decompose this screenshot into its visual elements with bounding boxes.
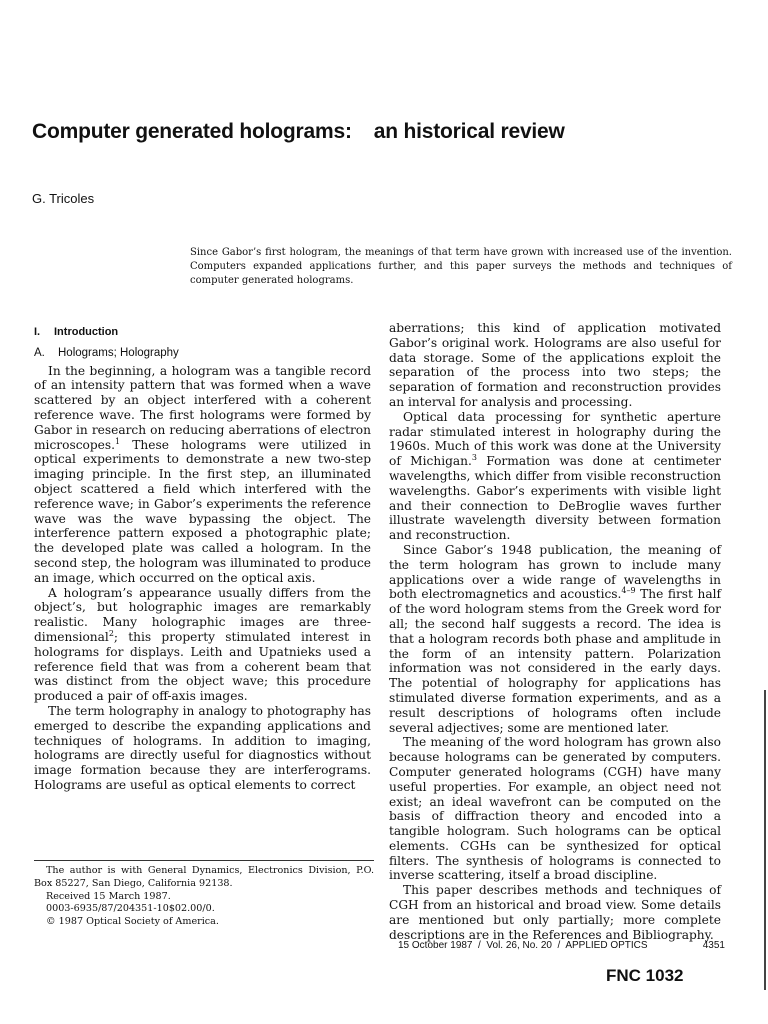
paragraph: Optical data processing for synthetic aperture radar stimulated interest in holography during the 1960s. Much of this work was done at the University of Michigan.$^3$ Formation was done at centimeter wavelengths, which differ from visible reconstruction wavelengths. Gabor’s experiments with visible light and their connection to DeBroglie waves further illustrate wavelength diversity between formation and reconstruction. (389, 409, 721, 543)
abstract: Since Gabor’s first hologram, the meanings of that term have grown with increased use of the invention. Computers expanded applications further, and this paper surveys the methods and techniques of computer generated holograms. (190, 247, 732, 286)
paragraph: The meaning of the word hologram has grown also because holograms can be generated by computers. Computer generated holograms (CGH) have many useful properties. For example, an object need not exist; an ideal wavefront can be computed on the basis of diffraction theory and encoded into a tangible hologram. Such holograms can be optical elements. CGHs can be synthesized for optical filters. The synthesis of holograms is connected to inverse scattering, itself a broad discipline. (389, 735, 721, 883)
subsection-heading (34, 346, 371, 361)
subsection-number: A. (34, 346, 45, 359)
column-right (389, 321, 721, 942)
running-footer (398, 940, 725, 951)
paragraph: Since Gabor’s 1948 publication, the meaning of the term hologram has grown to include many applications over a wide range of wavelengths in both electromagnetics and acoustics.$^{4-9}$ The first half of the word hologram stems from the Greek word for all; the second half suggests a record. The idea is that a hologram records both phase and amplitude in the form of an intensity pattern. Polarization information was not considered in the early days. The potential of holography for applications has stimulated diverse formation experiments, and as a result descriptions of holograms often include several adjectives; some are mentioned later. (389, 542, 721, 735)
paragraph: In the beginning, a hologram was a tangible record of an intensity pattern that was formed when a wave scattered by an object interfered with a coherent reference wave. The first holograms were formed by Gabor in research on reducing aberrations of electron microscopes.$^1$ These holograms were utilized in optical experiments to demonstrate a new two-step imaging principle. In the first step, an illuminated object scattered a field which interfered with the reference wave; in Gabor’s experiments the reference wave was the wave bypassing the object. The interference pattern exposed a photographic plate; the developed plate was called a hologram. In the second step, the hologram was illuminated to produce an image, which occurred on the optical axis. (34, 363, 371, 585)
document-stamp: FNC 1032 (606, 966, 684, 985)
paper-title (32, 120, 565, 144)
paragraph: aberrations; this kind of application motivated Gabor’s original work. Holograms are also useful for data storage. Some of the applications exploit the separation of the process into two steps; the separation of formation and reconstruction provides an interval for analysis and processing. (389, 321, 721, 409)
paragraph: This paper describes methods and techniques of CGH from an historical and broad view. Some details are mentioned but only partially; more complete descriptions are in the References and Bibliography. (389, 883, 721, 942)
page-number: 4351 (702, 940, 725, 951)
scan-edge-mark (764, 690, 766, 990)
title-subtitle: an historical review (373, 120, 565, 143)
author-name: G. Tricoles (32, 191, 95, 206)
citation-ref: 3 (471, 453, 477, 463)
footnote-code: 0003-6935/87/204351-10$02.00/0. (46, 903, 215, 915)
section-title: Introduction (54, 326, 119, 338)
footnote-affiliation: The author is with General Dynamics, Electronics Division, P.O. Box 85227, San Diego, California 92138. (34, 865, 374, 889)
paragraph: The term holography in analogy to photography has emerged to describe the expanding applications and techniques of holograms. In addition to imaging, holograms are directly useful for diagnostics without image formation because they are interferograms. Holograms are useful as optical elements to correct (34, 703, 371, 792)
column-left (34, 325, 371, 793)
section-number: I. (34, 326, 41, 338)
footnote-received: Received 15 March 1987. (46, 890, 171, 902)
subsection-title: Holograms; Holography (58, 346, 179, 359)
citation-ref: 4–9 (621, 586, 636, 596)
citation-ref: 1 (115, 436, 121, 446)
paragraph: A hologram’s appearance usually differs from the object’s, but holographic images are remarkably realistic. Many holographic images are three-dimensional$^2$; this property stimulated interest in holograms for displays. Leith and Upatnieks used a reference field that was from a coherent beam that was distinct from the object wave; this procedure produced a pair of off-axis images. (34, 585, 371, 704)
citation-ref: 2 (108, 628, 114, 638)
journal-citation: 15 October 1987 / Vol. 26, No. 20 / APPLIED OPTICS (398, 940, 648, 951)
footnote (34, 860, 374, 929)
title-main: Computer generated holograms: (32, 120, 352, 143)
footnote-copyright: © 1987 Optical Society of America. (46, 916, 219, 928)
section-heading (34, 325, 371, 340)
